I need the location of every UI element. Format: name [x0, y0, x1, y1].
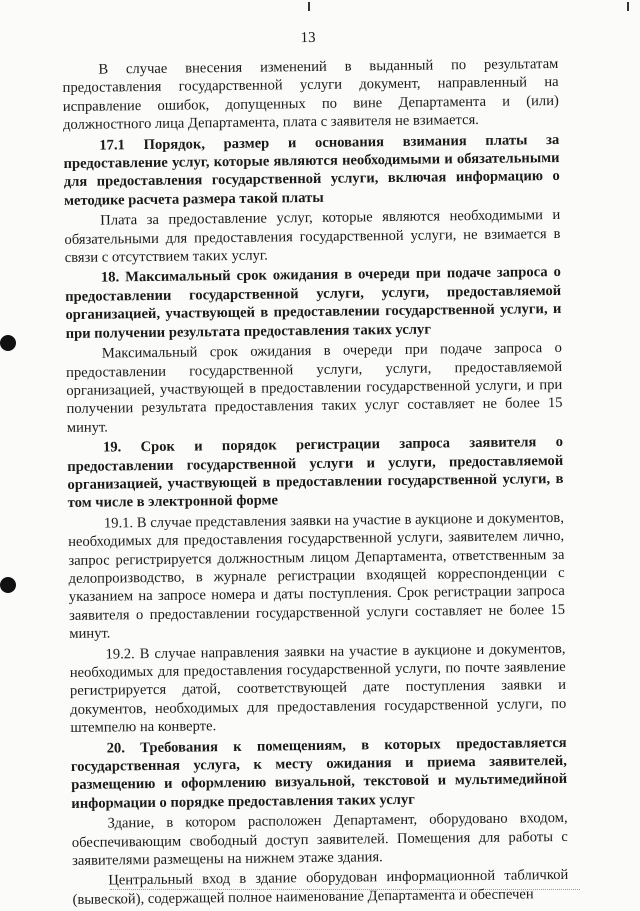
punch-hole-mark [0, 577, 16, 593]
body-paragraph: Центральный вход в здание оборудован информационной табличкой (вывеской), содержащей полное наименование Департамента и обеспечен [72, 867, 569, 908]
body-paragraph: Здание, в котором расположен Департамент, оборудовано входом, обеспечивающим свободный доступ заявителей. Помещения для работы с заявителями размещены на нижнем этаже здания. [71, 810, 568, 870]
section-heading: 20. Требования к помещениям, в которых предоставляется государственная услуга, к месту ожидания и приема заявителей, размещению и оформлению визуальной, текстовой и мультимедийной информации о порядке предоставления таких услуг [70, 734, 568, 812]
body-paragraph: Плата за предоставление услуг, которые являются необходимыми и обязательными для предоставления государственной услуги, не взимается в связи с отсутствием таких услуг. [64, 207, 561, 267]
section-heading: 17.1 Порядок, размер и основания взимания платы за предоставление услуг, которые являются необходимыми и обязательными для предоставления государственной услуги, включая информацию о методике расчета размера такой платы [63, 131, 560, 209]
body-paragraph: 19.2. В случае направления заявки на участие в аукционе и документов, необходимых для предоставления государственной услуги, по почте заявление регистрируется датой, соответствующей дате поступления заявки и документов, необходимых для предоставления государственной услуги, по штемпелю на конверте. [69, 640, 567, 737]
body-paragraph: Максимальный срок ожидания в очереди при подаче запроса о предоставлении государственной услуги, услуги, предоставляемой организацией, участвующей в предоставлении государственной услуги, и при получении результата предоставления таких услуг составляет не более 15 минут. [66, 340, 563, 436]
scan-mark [627, 2, 629, 11]
body-paragraph: В случае внесения изменений в выданный по результатам предоставления государственной услуги документ, направленный на исправление ошибок, допущенных по вине Департамента и (или) должностного лица Департамента, плата с заявителя не взимается. [62, 55, 559, 134]
page-number: 13 [300, 29, 316, 47]
section-heading: 18. Максимальный срок ожидания в очереди при подаче запроса о предоставлении государственной услуги, услуги, предоставляемой организацией, участвующей в предоставлении государственной услуги, и при получении результата предоставления таких услуг [65, 264, 562, 342]
document-body [62, 55, 568, 911]
punch-hole-mark [0, 335, 16, 351]
body-paragraph: 19.1. В случае представления заявки на участие в аукционе и документов, необходимых для предоставления государственной услуги, заявителем лично, запрос регистрируется должностным лицом Департамента, ответственным за делопроизводство, в журнале регистрации входящей корреспонденции с указанием на запросе номера и даты поступления. Срок регистрации запроса заявителя о предоставлении государственной услуги составляет не более 15 минут. [68, 509, 566, 643]
document-page [58, 0, 569, 908]
section-heading: 19. Срок и порядок регистрации запроса заявителя о предоставлении государственной услуги и услуги, предоставляемой организацией, участвующей в предоставлении государственной услуги, в том числе в электронной форме [67, 434, 564, 512]
